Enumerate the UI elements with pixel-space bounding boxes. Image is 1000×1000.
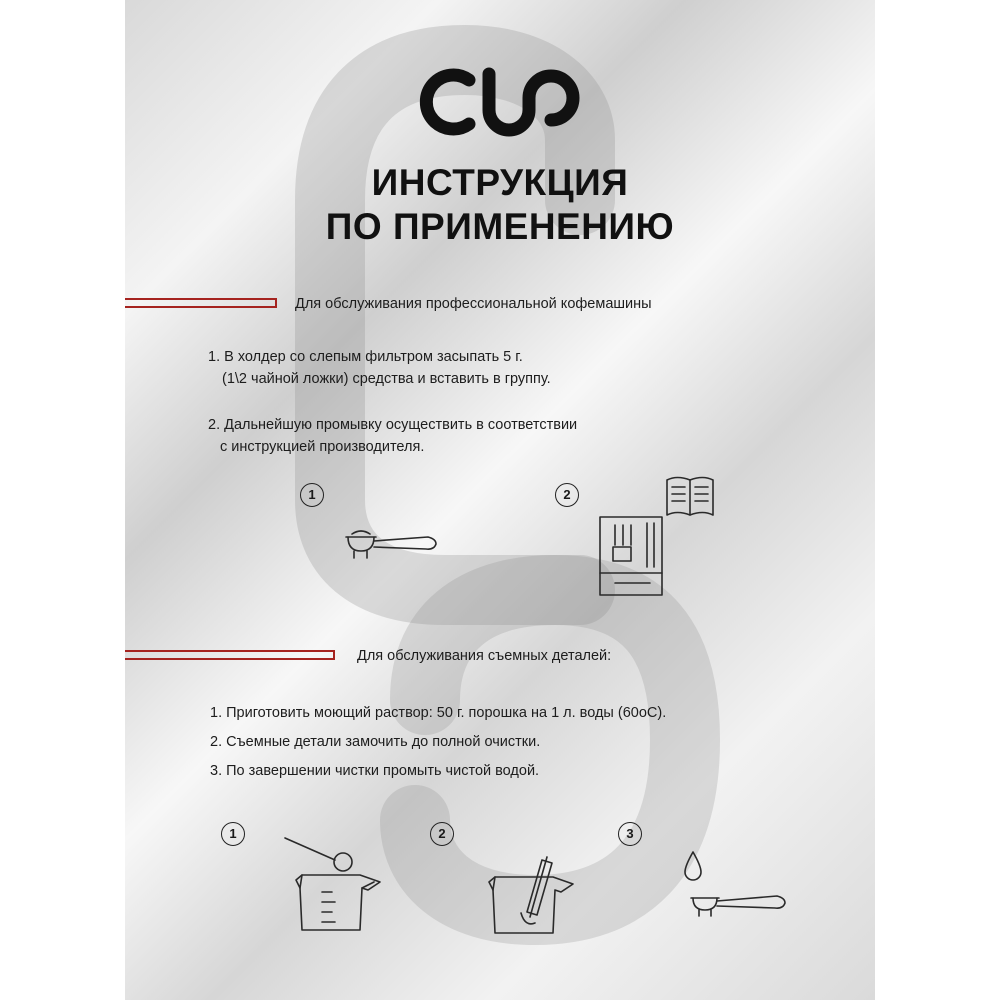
figure-number-badge: 2 — [555, 483, 579, 507]
portafilter-icon — [340, 525, 440, 570]
section-divider — [125, 298, 277, 308]
figure-number-badge: 3 — [618, 822, 642, 846]
instruction-sheet — [125, 0, 875, 1000]
figure-number-badge: 1 — [221, 822, 245, 846]
page-title-line-2: ПО ПРИМЕНЕНИЮ — [325, 206, 675, 247]
coffee-machine-icon — [595, 475, 715, 600]
step-2-line-1: 2. Дальнейшую промывку осуществить в соответствии — [208, 417, 578, 433]
step-1-line-2: (1\2 чайной ложки) средства и вставить в группу. — [222, 371, 551, 387]
section-heading-removable-parts: Для обслуживания съемных деталей: — [357, 648, 612, 664]
step-2: 2. Съемные детали замочить до полной очистки. — [210, 734, 541, 750]
jug-with-soaking-part-icon — [485, 855, 585, 940]
section-heading-coffee-machine: Для обслуживания профессиональной кофемашины — [295, 296, 652, 312]
step-1: 1. Приготовить моющий раствор: 50 г. порошка на 1 л. воды (60оС). — [210, 705, 667, 721]
step-3: 3. По завершении чистки промыть чистой водой. — [210, 763, 540, 779]
water-drop-portafilter-icon — [685, 850, 795, 920]
cup-logo — [415, 62, 585, 142]
step-1-line-1: 1. В холдер со слепым фильтром засыпать 5 г. — [208, 349, 523, 365]
figure-number-badge: 2 — [430, 822, 454, 846]
step-2-line-2: с инструкцией производителя. — [220, 439, 425, 455]
section-divider — [125, 650, 335, 660]
measuring-jug-with-scoop-icon — [280, 830, 390, 940]
page-title-line-1: ИНСТРУКЦИЯ — [371, 162, 629, 203]
figure-number-badge: 1 — [300, 483, 324, 507]
